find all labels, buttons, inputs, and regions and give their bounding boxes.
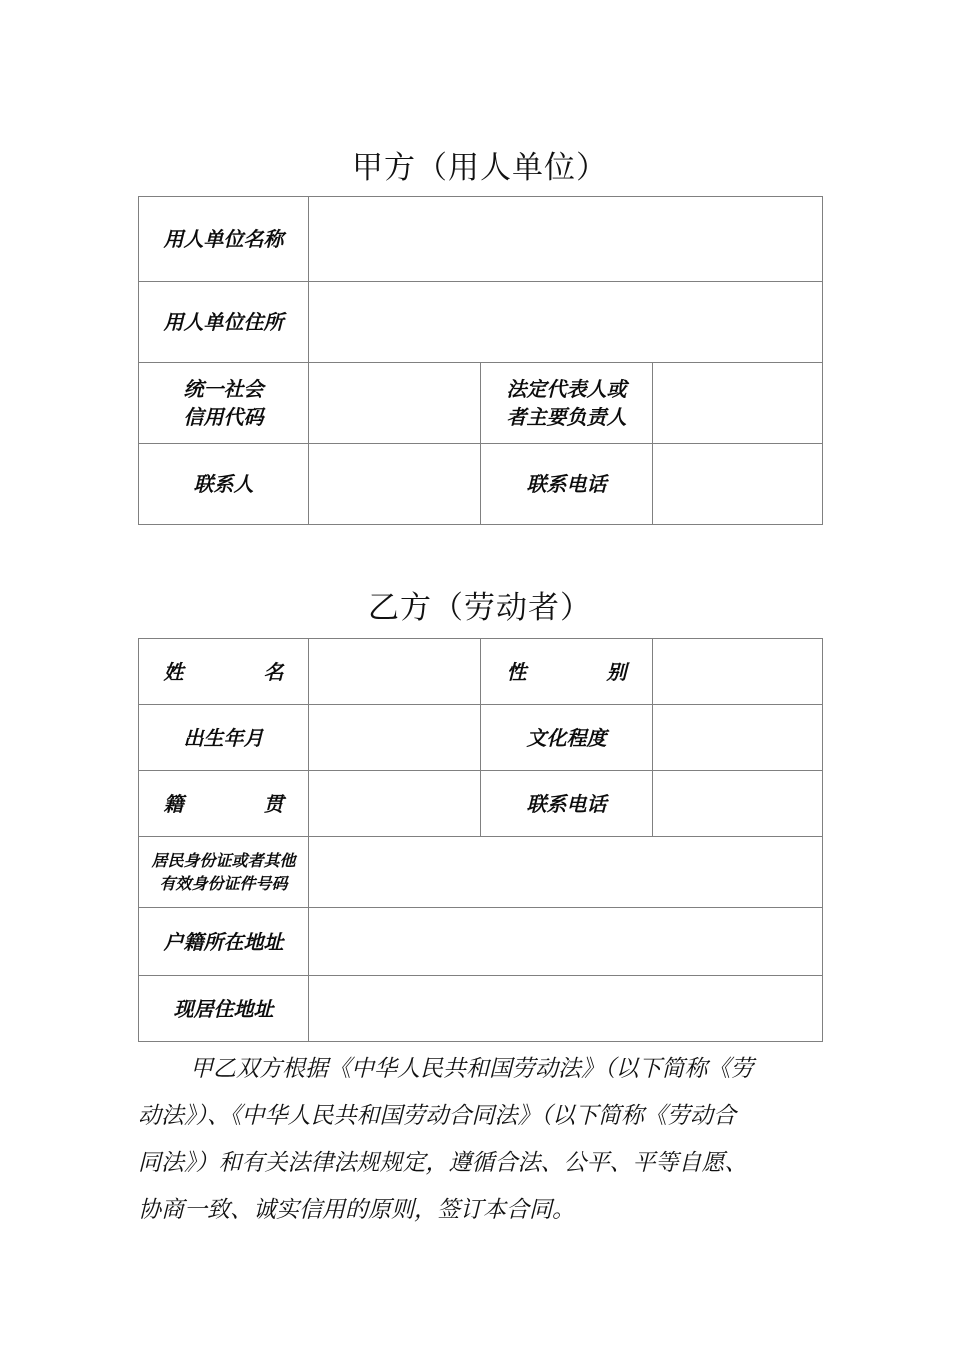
- preamble-line-2: 动法》）、《中华人民共和国劳动合同法》（以下简称《劳动合: [138, 1103, 736, 1129]
- preamble-line-4: 协商一致、诚实信用的原则，签订本合同。: [138, 1197, 575, 1223]
- input-current-residence-address[interactable]: [309, 976, 823, 1042]
- table-row: [139, 837, 823, 908]
- label-registered-residence-address: 户籍所在地址: [139, 908, 309, 976]
- table-row: [139, 444, 823, 525]
- label-unified-social-credit-code: 统一社会 信用代码: [139, 363, 309, 444]
- label-contact-person: 联系人: [139, 444, 309, 525]
- input-unified-social-credit-code[interactable]: [309, 363, 481, 444]
- input-employer-contact-phone[interactable]: [653, 444, 823, 525]
- input-legal-representative[interactable]: [653, 363, 823, 444]
- party-a-form-table: [138, 196, 823, 525]
- input-employee-name[interactable]: [309, 639, 481, 705]
- table-row: [139, 771, 823, 837]
- input-registered-residence-address[interactable]: [309, 908, 823, 976]
- label-current-residence-address: 现居住地址: [139, 976, 309, 1042]
- label-employer-address: 用人单位住所: [139, 282, 309, 363]
- table-row: [139, 976, 823, 1042]
- label-employer-contact-phone: 联系电话: [481, 444, 653, 525]
- label-gender: 性别: [481, 639, 653, 705]
- table-row: [139, 639, 823, 705]
- input-birth-date[interactable]: [309, 705, 481, 771]
- input-employer-name[interactable]: [309, 197, 823, 282]
- input-gender[interactable]: [653, 639, 823, 705]
- label-employer-name: 用人单位名称: [139, 197, 309, 282]
- table-row: [139, 197, 823, 282]
- party-b-form-table: [138, 638, 823, 1042]
- input-education-level[interactable]: [653, 705, 823, 771]
- party-b-section-title: 乙方（劳动者）: [368, 590, 592, 626]
- table-row: [139, 908, 823, 976]
- table-row: [139, 705, 823, 771]
- preamble-line-1: 甲乙双方根据《中华人民共和国劳动法》（以下简称《劳: [190, 1056, 754, 1082]
- label-native-place: 籍贯: [139, 771, 309, 837]
- input-id-card-number[interactable]: [309, 837, 823, 908]
- input-contact-person[interactable]: [309, 444, 481, 525]
- preamble-line-3: 同法》）和有关法律法规规定，遵循合法、公平、平等自愿、: [138, 1150, 748, 1176]
- input-employee-contact-phone[interactable]: [653, 771, 823, 837]
- label-legal-representative: 法定代表人或 者主要负责人: [481, 363, 653, 444]
- label-employee-contact-phone: 联系电话: [481, 771, 653, 837]
- party-a-section-title: 甲方（用人单位）: [352, 150, 608, 186]
- label-education-level: 文化程度: [481, 705, 653, 771]
- preamble-paragraph: [138, 1046, 822, 1234]
- label-employee-name: 姓名: [139, 639, 309, 705]
- table-row: [139, 282, 823, 363]
- input-employer-address[interactable]: [309, 282, 823, 363]
- label-id-card-number: 居民身份证或者其他 有效身份证件号码: [139, 837, 309, 908]
- table-row: [139, 363, 823, 444]
- label-birth-date: 出生年月: [139, 705, 309, 771]
- input-native-place[interactable]: [309, 771, 481, 837]
